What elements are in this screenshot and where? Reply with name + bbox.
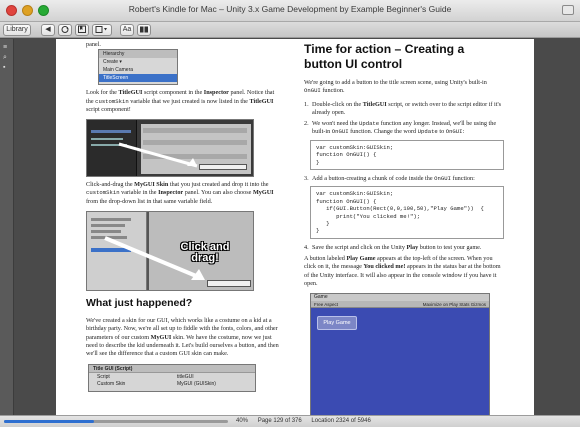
font-settings-button[interactable]: Aa — [120, 24, 134, 36]
reading-progress-fill — [4, 420, 94, 423]
page-indicator: Page 129 of 376 — [257, 418, 302, 424]
paragraph: We're going to add a button to the title screen scene, using Unity's built-in OnGUI function. — [304, 79, 487, 95]
notes-icon[interactable]: ≡ — [3, 44, 8, 51]
title-gui-script-screenshot — [88, 364, 256, 392]
go-to-menu-icon[interactable] — [92, 24, 112, 36]
window-title: Robert's Kindle for Mac – Unity 3.x Game Development by Example Beginner's Guide — [128, 4, 452, 14]
sync-icon[interactable] — [58, 24, 72, 36]
inspector-screenshot — [86, 119, 254, 177]
drag-callout: Click and drag! — [180, 241, 230, 265]
play-game-button: Play Game — [317, 316, 357, 330]
reading-progress-bar[interactable] — [4, 420, 228, 423]
paragraph: Click-and-drag the MyGUI Skin that you just created and drop it into the customSkin variable in the Inspector panel. You can also choose MyGUI from the drop-down list in that same variable field. — [86, 181, 274, 205]
game-tab: Game — [311, 294, 489, 301]
top-fragment: panel. — [86, 41, 101, 48]
code-block-1: var customSkin:GUISkin; function OnGUI() { } — [310, 140, 504, 170]
script-row: Script titleGUI — [97, 373, 194, 380]
back-button[interactable]: ◀ — [41, 24, 55, 36]
menu-row: Create ▾ — [103, 59, 122, 66]
location-readout — [236, 418, 379, 424]
section-heading: What just happened? — [86, 297, 193, 310]
side-panel-strip — [0, 39, 14, 415]
library-button[interactable]: Library — [3, 24, 31, 36]
drag-drop-screenshot — [86, 211, 254, 291]
step-4: 4. Save the script and click on the Unity Play button to test your game. — [304, 243, 482, 251]
game-view-screenshot — [310, 293, 490, 415]
fullscreen-icon[interactable] — [562, 5, 574, 15]
game-view-bar: Free Aspect Maximize on Play Stats Gizmos — [311, 301, 489, 308]
view-mode-icon[interactable] — [137, 24, 151, 36]
paragraph: A button labeled Play Game appears at the top-left of the screen. When you click on it, the message You clicked me! appears in the status bar at the bottom of the Unity interface. It will also appear in the console window if you have it open. — [304, 255, 501, 287]
script-header: Title GUI (Script) — [89, 365, 255, 373]
book-page — [56, 39, 534, 415]
hierarchy-menu-screenshot — [98, 49, 178, 85]
menu-row: Hierarchy — [99, 50, 177, 58]
bookmark-icon[interactable] — [75, 24, 89, 36]
action-heading: Time for action – Creating a button UI control — [304, 42, 465, 71]
paragraph: Look for the TitleGUI script component in the Inspector panel. Notice that the customSkin variable that we just created is now listed in the TitleGUI script component! — [86, 89, 275, 113]
menu-row-selected: TitleScreen — [99, 74, 177, 82]
reader-toolbar — [0, 22, 580, 38]
search-icon[interactable]: ⌕ — [3, 54, 7, 61]
step-3: 3. Add a button-creating a chunk of code inside the OnGUI function: — [304, 175, 475, 182]
left-column — [86, 39, 282, 392]
custom-skin-row: Custom Skin MyGUI (GUISkin) — [97, 380, 216, 387]
flashcards-icon[interactable]: ▪ — [3, 64, 6, 71]
location-indicator: Location 2324 of 5946 — [311, 418, 371, 424]
step-1: 1. Double-click on the TitleGUI script, or switch over to the script editor if it's already open. — [304, 100, 501, 116]
right-column — [304, 39, 504, 415]
code-block-2: var customSkin:GUISkin; function OnGUI() { if(GUI.Button(Rect(0,0,100,50),"Play Game")) { print("You clicked me!"); } } — [310, 186, 504, 238]
reading-status-bar — [0, 415, 580, 427]
percent-read: 40% — [236, 418, 249, 424]
paragraph: We've created a skin for our GUI, which works like a costume on a kid at a birthday party. Now, we're all set up to fiddle with the fonts, colors, and other parameters of our custom MyGUI skin. We have the costume, now we just need to describe the kid underneath it. Let's build ourselves a button, and then we'll see the difference that a custom GUI skin can make. — [86, 317, 279, 358]
window-titlebar — [0, 0, 580, 22]
menu-row: Main Camera — [103, 67, 134, 74]
step-2: 2. We won't need the Update function any longer. Instead, we'll be using the built-in OnGUI function. Change the word Update to OnGUI: — [304, 120, 497, 136]
